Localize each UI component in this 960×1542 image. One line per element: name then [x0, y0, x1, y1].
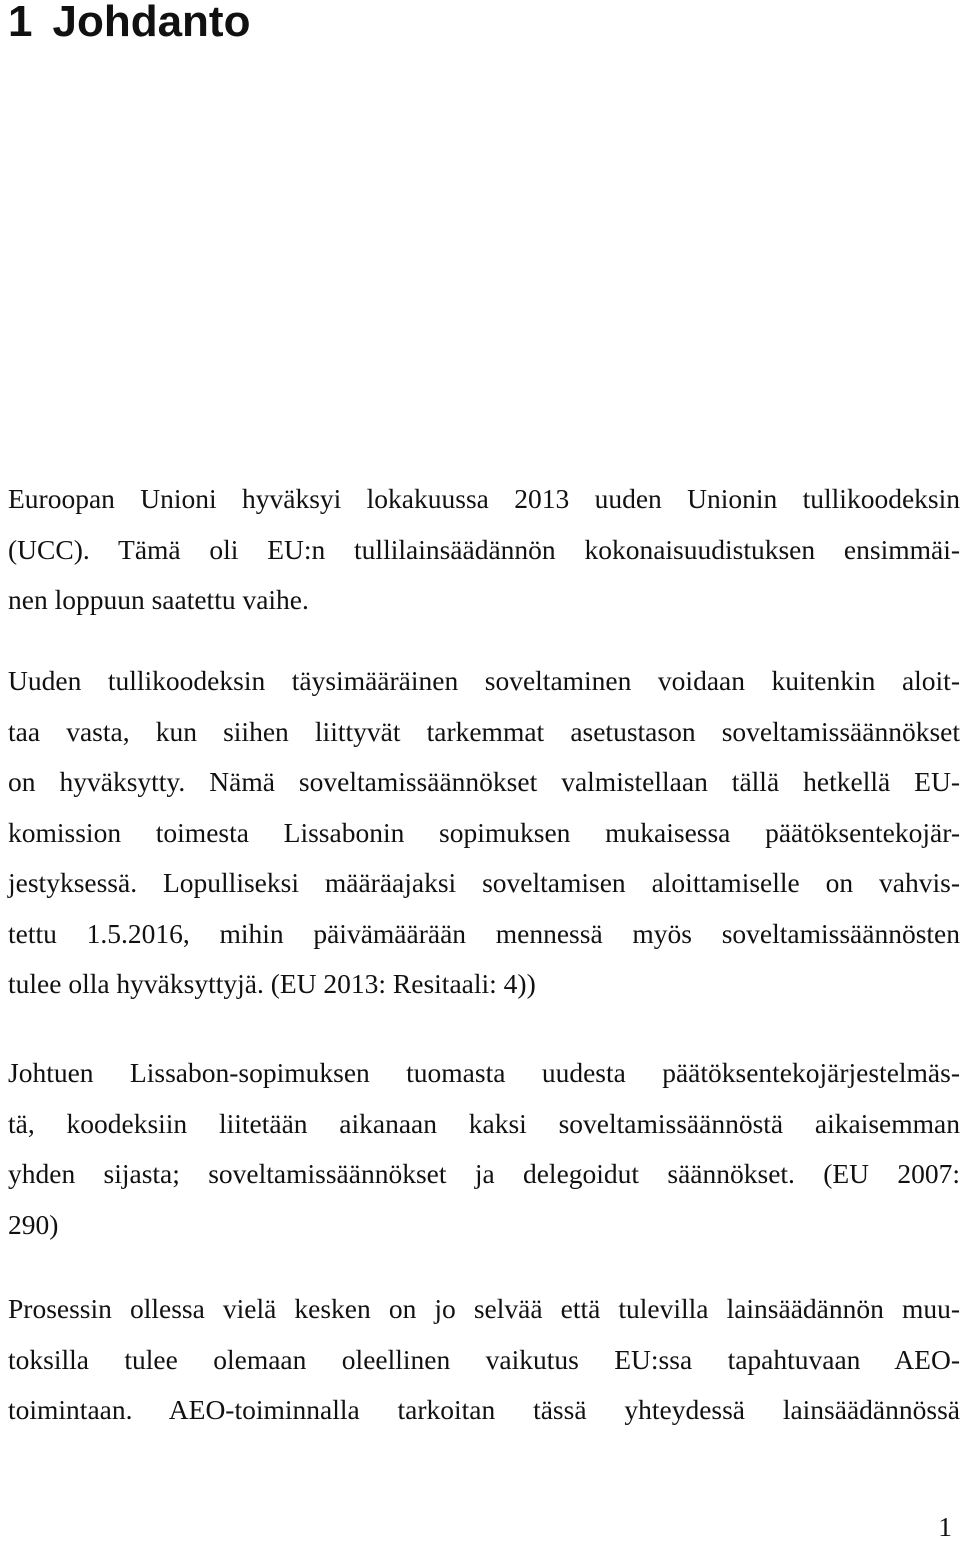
paragraph-line: toimintaan. AEO-toiminnalla tarkoitan tässä yhteydessä lainsäädännössä [8, 1394, 960, 1425]
paragraph-4 [8, 1284, 960, 1436]
paragraph-1 [8, 474, 960, 626]
paragraph-line: jestyksessä. Lopulliseksi määräajaksi soveltamisen aloittamiselle on vahvis- [8, 867, 960, 898]
paragraph-line: tettu 1.5.2016, mihin päivämäärään mennessä myös soveltamissäännösten [8, 917, 960, 949]
paragraph-3 [8, 1048, 960, 1250]
paragraph-line: (UCC). Tämä oli EU:n tullilainsäädännön kokonaisuudistuksen ensimmäi- [8, 533, 960, 565]
paragraph-line: nen loppuun saatettu vaihe. [8, 584, 309, 615]
paragraph-line: Euroopan Unioni hyväksyi lokakuussa 2013 uuden Unionin tullikoodeksin [8, 483, 960, 514]
chapter-title: Johdanto [52, 0, 251, 46]
paragraph-line: yhden sijasta; soveltamissäännökset ja delegoidut säännökset. (EU 2007: [8, 1158, 960, 1189]
paragraph-line: Prosessin ollessa vielä kesken on jo selvää että tulevilla lainsäädännön muu- [8, 1293, 960, 1324]
paragraph-line: 290) [8, 1208, 59, 1240]
paragraph-line: tulee olla hyväksyttyjä. (EU 2013: Resitaali: 4)) [8, 968, 536, 999]
paragraph-line: toksilla tulee olemaan oleellinen vaikutus EU:ssa tapahtuvaan AEO- [8, 1343, 960, 1375]
paragraph-line: Johtuen Lissabon-sopimuksen tuomasta uudesta päätöksentekojärjestelmäs- [8, 1057, 960, 1088]
chapter-heading [8, 0, 250, 50]
paragraph-line: komission toimesta Lissabonin sopimuksen mukaisessa päätöksentekojär- [8, 816, 960, 848]
paragraph-line: on hyväksytty. Nämä soveltamissäännökset valmistellaan tällä hetkellä EU- [8, 766, 960, 797]
paragraph-line: Uuden tullikoodeksin täysimääräinen soveltaminen voidaan kuitenkin aloit- [8, 665, 960, 696]
paragraph-line: taa vasta, kun siihen liittyvät tarkemmat asetustason soveltamissäännökset [8, 715, 960, 747]
chapter-number: 1 [8, 0, 33, 46]
paragraph-line: tä, koodeksiin liitetään aikanaan kaksi soveltamissäännöstä aikaisemman [8, 1107, 960, 1139]
paragraph-2 [8, 656, 960, 1010]
page-number: 1 [938, 1511, 952, 1542]
